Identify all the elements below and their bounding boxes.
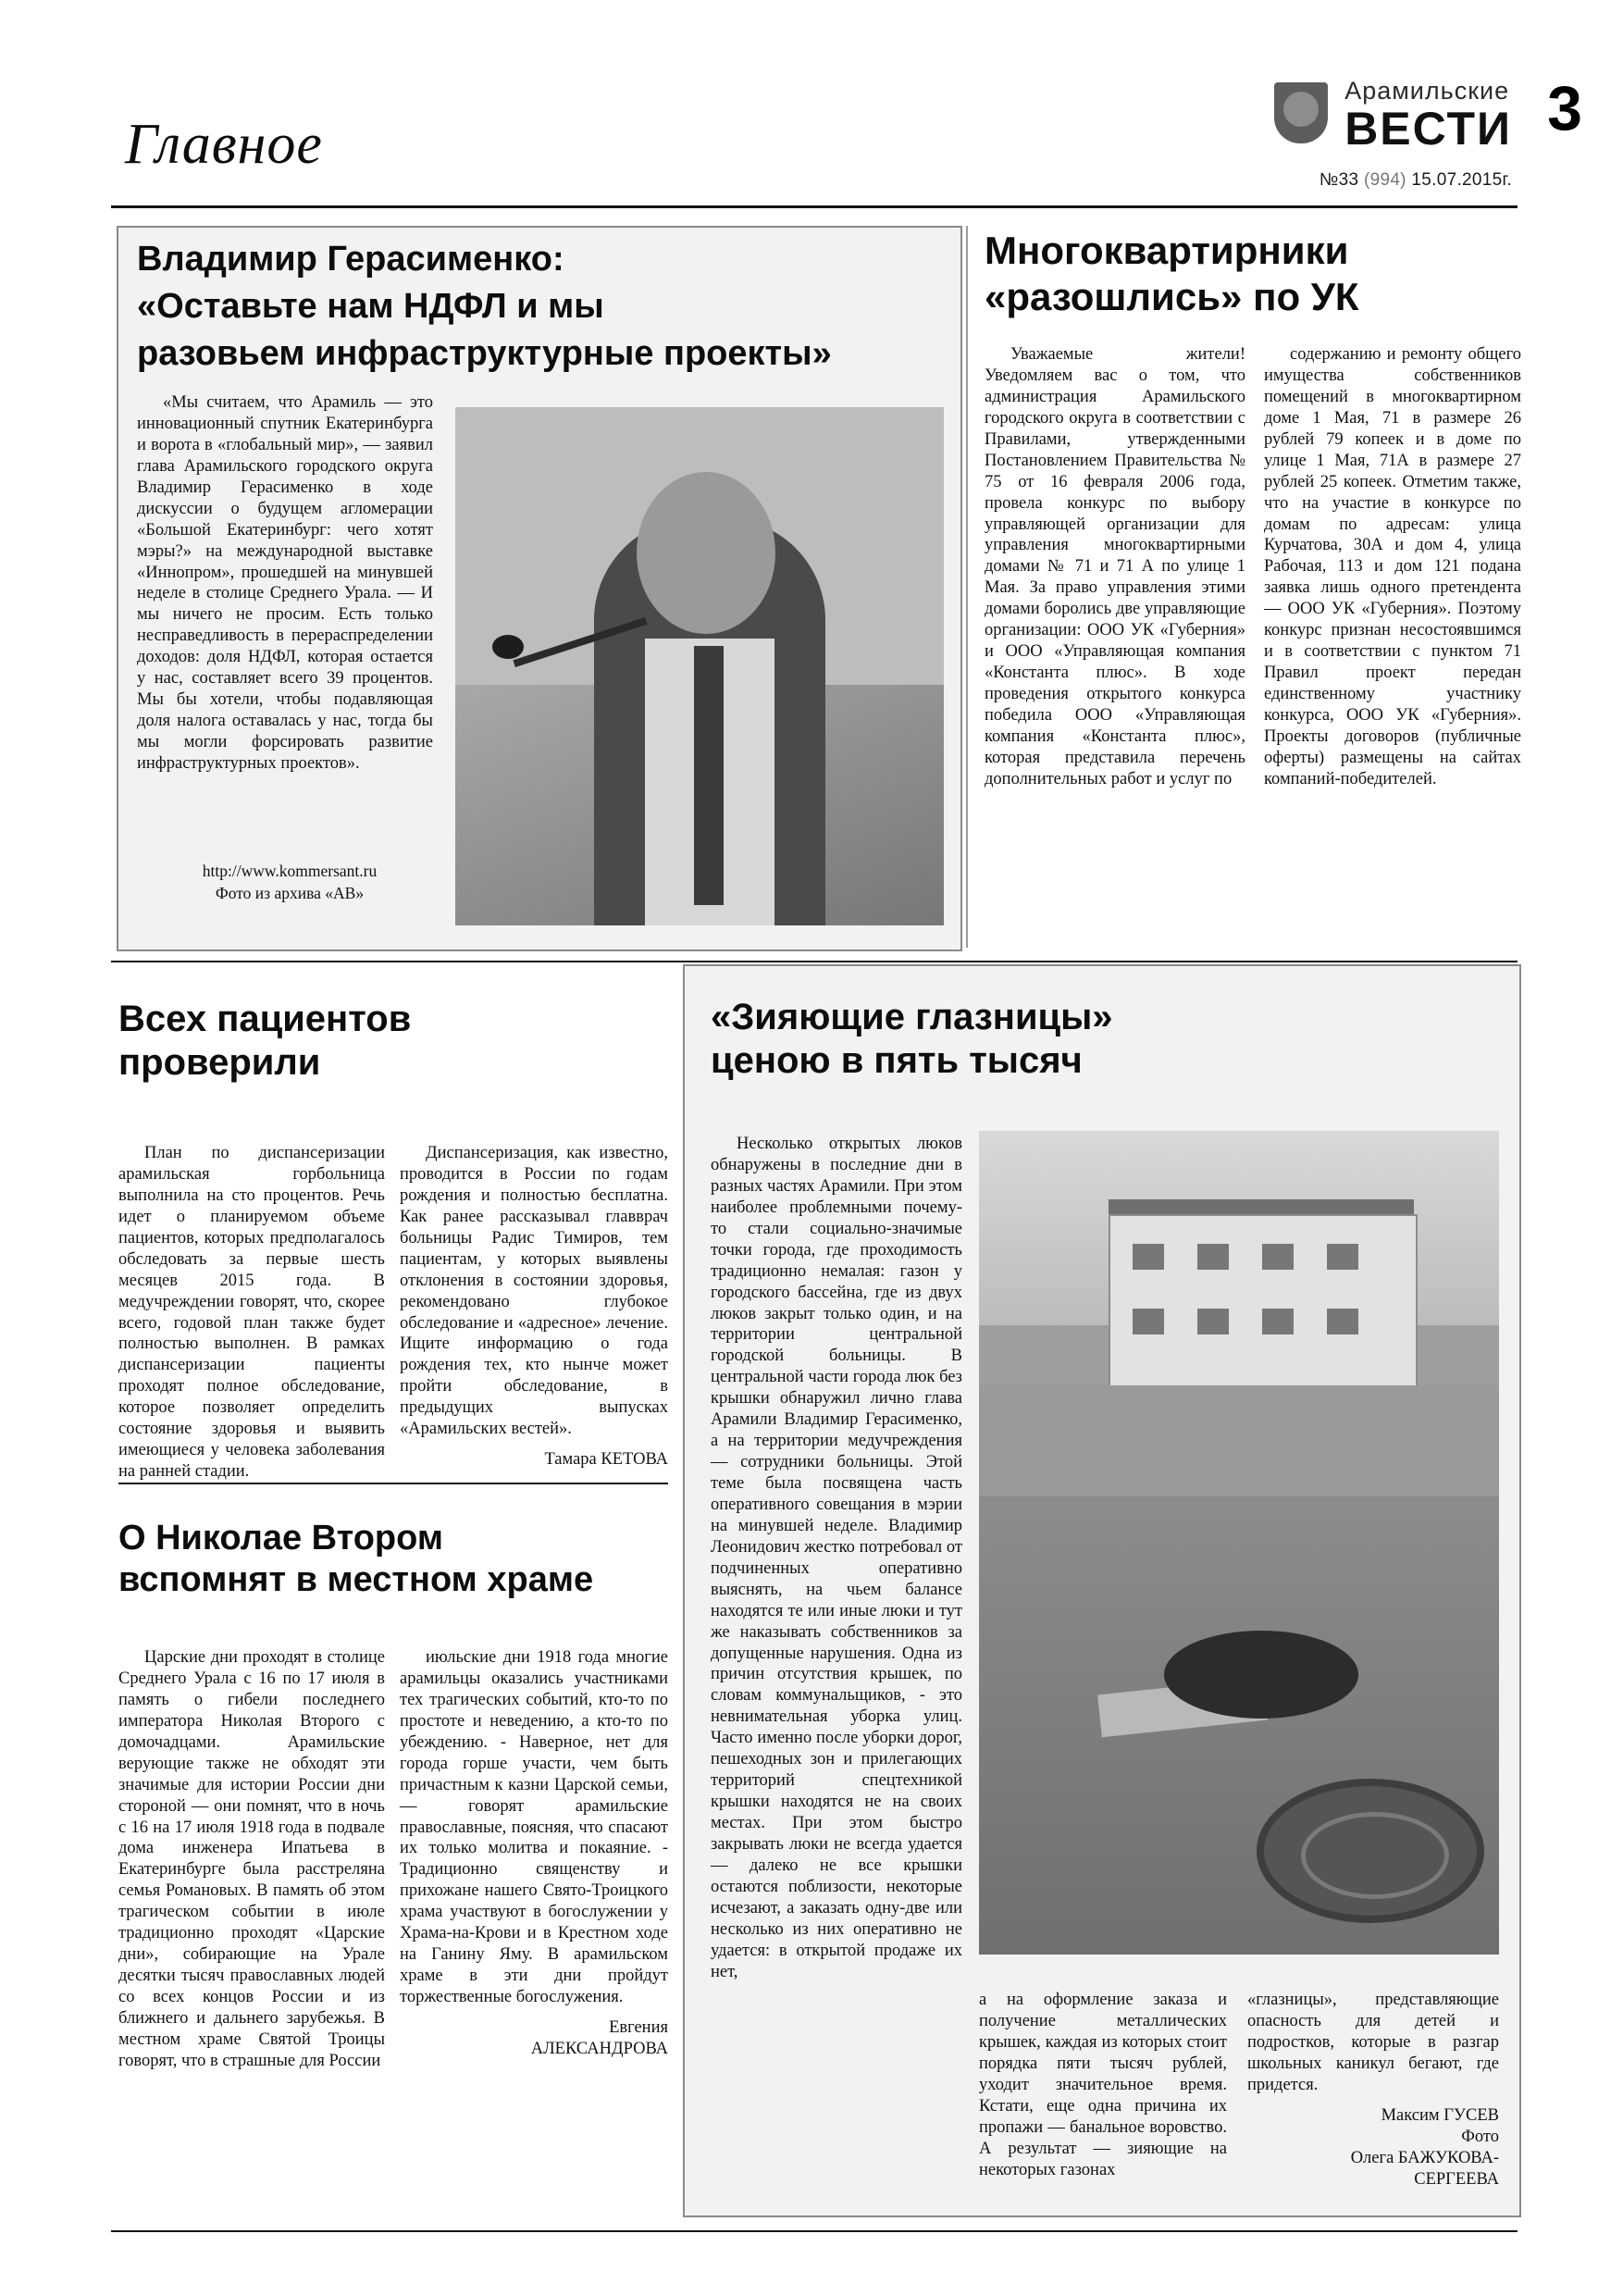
newspaper-logo [1274,77,1512,155]
photo-window [1133,1244,1164,1270]
microphone-head-icon [492,635,524,659]
page-section-title: Главное [125,113,323,176]
source-url: http://www.kommersant.ru [202,862,378,880]
photo-window [1327,1244,1358,1270]
issue-code: (994) [1363,170,1406,190]
headline-line-1: Владимир Герасименко: [137,240,564,279]
logo-line-1: Арамильские [1344,77,1510,105]
photo-manhole-cover [1257,1779,1484,1923]
paragraph: Диспансеризация, как известно, проводится в России по годам рождения и полностью бесплатна. Как ранее рассказывал главврач больницы Радис Тимиров, тем пациентам, у которых выявлены отклонения в состоянии здоровья, рекомендовано глубокое обследование и «адресное» лечение. Ищите информацию о года рождения тех, кто нынче может пройти обследование, в предыдущих выпусках «Арамильских вестей». [400,1144,668,1439]
article-nicholas-author-line-2: АЛЕКСАНДРОВА [530,2039,668,2058]
paragraph: Царские дни проходят в столице Среднего Урала с 16 по 17 июля в память о гибели последнего императора Николая Второго с домочадцами. Арамильские верующие также не обходят эти значимые для истории России дни стороной — они помнят, что в ночь с 16 на 17 июля 1918 года в подвале дома инженера Ипатьева в Екатеринбурге была расстреляна семья Романовых. В память об этом трагическом событии в июле традиционно проходят «Царские дни», собирающие на Урале десятки тысяч православных людей со всех концов России и из ближнего и дальнего зарубежья. В местном храме Святой Троицы говорят, что в страшные для России [118,1648,385,2070]
headline-line-1: О Николае Втором [118,1519,443,1558]
article-patients-column-2 [400,1143,668,1471]
article-patients-column-1 [118,1143,385,1483]
headline-line-1: Всех пациентов [118,999,412,1039]
article-gerasimenko-credit [137,861,442,904]
paragraph: Несколько открытых люков обнаружены в последние дни в разных частях Арамили. При этом наиболее проблемными почему-то стали социально-значимые точки города, где проходимость традиционно немалая: газон у городского бассейна, где из двух люков закрыт только один, и на территории центральной городской больницы. В центральной части города люк без крышки обнаружил лично глава Арамили Владимир Герасименко, а на территории медучреждения — сотрудники больницы. Этой теме была посвящена часть оперативного совещания в мэрии на минувшей неделе. Владимир Леонидович жестко потребовал от подчиненных оперативно выяснять, на чьем балансе находятся те или иные люки и тут же наказывать собственников за допущенные нарушения. Одна из причин отсутствия крышек, по словам коммунальщиков, - это невнимательная уборка улиц. Часто именно после уборки дорог, пешеходных зон и прилегающих территорий спецтехникой крышки находятся не на своих местах. При этом быстро закрывать люки не всегда удается — далеко не все крышки остаются поблизости, некоторые исчезают, а заказать одну-две или несколько из них оперативно не удается: в открытой продаже их нет, [711,1135,962,1981]
article-uk-column-1 [985,344,1245,790]
photo-building [1109,1214,1418,1389]
issue-line [1319,170,1512,191]
photo-open-hole [1164,1631,1358,1719]
column-divider-top [966,226,968,948]
photo-window [1133,1309,1164,1334]
article-manholes-bottom-column-2 [979,1990,1227,2180]
article-nicholas-column-2 [400,1647,668,2060]
city-crest-icon [1274,82,1328,143]
photo-window [1197,1244,1229,1270]
paragraph: содержанию и ремонту общего имущества собственников помещений в многоквартирном доме 1 Мая, 71 в размере 26 рублей 79 копеек и в доме по улице 1 Мая, 71А в размере 27 рублей 25 копеек. Отметим также, что на участие в конкурсе по домам по адресам: улица Курчатова, 30А и дом 4, улица Рабочая, 113 и дом 121 подана заявка лишь одного претендента — ООО УК «Губерния». Поэтому конкурс признан несостоявшимся и в соответствии с пунктом 71 Правил проект передан единственному участнику конкурса, ООО УК «Губерния». Проекты договоров (публичные оферты) размещены на сайтах компаний-победителей. [1264,345,1521,788]
photo-label: Фото [1461,2127,1499,2146]
page-number: 3 [1547,73,1582,143]
article-manholes-column-1 [711,1134,962,1983]
section-divider-2 [118,1483,668,1484]
paragraph: «глазницы», представляющие опасность для детей и подростков, которые в разгар школьных каникул бегают, где придется. [1247,1991,1499,2094]
photo-road [979,1385,1499,1496]
photo-window [1262,1309,1294,1334]
headline-line-1: Многоквартирники [985,229,1349,272]
headline-line-2: проверили [118,1042,321,1084]
photo-tie [694,646,724,905]
headline-line-2: ценою в пять тысяч [711,1040,1083,1082]
photo-window [1327,1309,1358,1334]
photo-gerasimenko [455,407,944,925]
article-uk-headline [985,228,1521,319]
photo-author-line-1: Олега БАЖУКОВА- [1350,2148,1499,2167]
article-gerasimenko-headline [137,239,944,374]
article-nicholas-author-line-1: Евгения [609,2017,668,2037]
article-uk-column-2 [1264,344,1521,790]
photo-window [1262,1244,1294,1270]
logo-line-2: ВЕСТИ [1344,103,1512,155]
article-manholes-author: Максим ГУСЕВ [1381,2105,1499,2125]
photo-author-line-2: СЕРГЕЕВА [1414,2169,1499,2189]
photo-head [637,472,775,634]
paragraph: июльские дни 1918 года многие арамильцы оказались участниками тех трагических событий, кто-то по простоте и неведению, а кто-то по убеждению. - Наверное, нет для города горше участи, чем быть причастным к казни Царской семьи, — говорят арамильские православные, поясняя, что спасают их только молитва и покаяние. - Традиционно священству и прихожане нашего Свято-Троицкого храма участвуют в богослужении у Храма-на-Крови и в Крестном ходе на Ганину Яму. В арамильском храме в эти дни пройдут торжественные богослужения. [400,1648,668,2006]
headline-line-2: вспомнят в местном храме [118,1559,594,1599]
photo-window [1197,1309,1229,1334]
photo-open-manhole [979,1131,1499,1955]
section-divider-1 [111,961,1518,962]
article-manholes-bottom-column-3 [1247,1990,1499,2190]
headline-line-2: «Оставьте нам НДФЛ и мы [137,286,604,326]
headline-line-3: разовьем инфраструктурные проекты» [137,333,832,373]
paragraph: План по диспансеризации арамильская горбольница выполнила на сто процентов. Речь идет о планируемом объеме пациентов, которых предполагалось обследовать за первые шесть месяцев 2015 года. В медучреждении говорят, что, скорее всего, годовой план также будет полностью выполнен. В рамках диспансеризации пациенты проходят полное обследование, которое позволяет определить состояние здоровья и выявить имеющиеся у человека заболевания на ранней стадии. [118,1144,385,1482]
footer-divider [111,2230,1518,2232]
article-nicholas-headline [118,1518,674,1601]
photo-credit: Фото из архива «АВ» [215,883,365,902]
article-gerasimenko-column-1 [137,392,433,775]
paragraph: Уважаемые жители! Уведомляем вас о том, что администрация Арамильского городского округа в соответствии с Правилами, утвержденными Постановлением Правительства № 75 от 16 февраля 2006 года, провела конкурс по выбору управляющей организации для управления многоквартирными домами № 71 и 71 А по улице 1 Мая. За право управления этими домами боролись две управляющие организации: ООО УК «Губерния» и ООО «Управляющая компания «Константа плюс». В ходе проведения открытого конкурса победила ООО «Управляющая компания «Константа плюс», которая представила перечень дополнительных работ и услуг по [985,345,1245,788]
article-patients-author: Тамара КЕТОВА [544,1450,668,1470]
article-nicholas-column-1 [118,1647,385,2072]
logo-text [1344,77,1512,155]
headline-line-1: «Зияющие глазницы» [711,997,1113,1037]
issue-date: 15.07.2015г. [1411,170,1512,190]
header-divider [111,205,1518,208]
paragraph: «Мы считаем, что Арамиль — это инновационный спутник Екатеринбурга и ворота в «глобальный мир», — заявил глава Арамильского городского округа Владимир Герасименко в ходе дискуссии о будущем агломерации «Большой Екатеринбург: чего хотят мэры?» на международной выставке «Иннопром», прошедшей на минувшей неделе в столице Среднего Урала. — И мы ничего не просим. Есть только несправедливость в перераспределении доходов: доля НДФЛ, которая остается у нас, составляет всего 39 процентов. Мы бы хотели, чтобы подавляющая доля налога оставалась у нас, тогда бы мы могли форсировать развитие инфраструктурных проектов». [137,393,433,773]
issue-number: №33 [1319,170,1359,190]
paragraph: а на оформление заказа и получение металлических крышек, каждая из которых стоит порядка пяти тысяч рублей, уходит значительное время. Кстати, еще одна причина их пропажи — банальное воровство. А результат — зияющие на некоторых газонах [979,1991,1227,2179]
article-patients-headline [118,998,674,1085]
headline-line-2: «разошлись» по УК [985,274,1359,318]
article-manholes-headline [711,996,1229,1083]
